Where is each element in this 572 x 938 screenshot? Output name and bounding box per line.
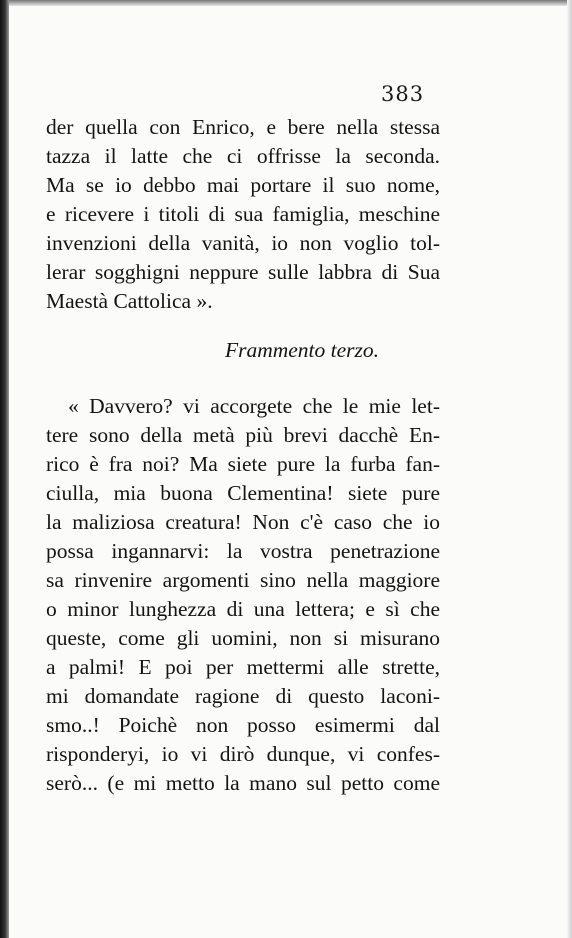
text-line: a palmi! E poi per mettermi alle strette,	[46, 655, 440, 679]
text-line: possa ingannarvi: la vostra penetrazione	[46, 539, 440, 563]
text-line: la maliziosa creatura! Non c'è caso che io	[46, 510, 440, 534]
text-line: o minor lunghezza di una lettera; e sì che	[46, 597, 440, 621]
text-line: risponderyi, io vi dirò dunque, vi confes-	[46, 742, 440, 766]
text-line: Ma se io debbo mai portare il suo nome,	[46, 173, 440, 197]
text-line: ciulla, mia buona Clementina! siete pure	[46, 481, 440, 505]
text-line: serò... (e mi metto la mano sul petto come	[46, 771, 440, 795]
text-line: « Davvero? vi accorgete che le mie let-	[68, 394, 440, 418]
text-line: invenzioni della vanità, io non voglio tol-	[46, 231, 440, 255]
text-line: sa rinvenire argomenti sino nella maggiore	[46, 568, 440, 592]
text-line: mi domandate ragione di questo laconi-	[46, 684, 440, 708]
text-line: queste, come gli uomini, non si misurano	[46, 626, 440, 650]
text-line: lerar sogghigni neppure sulle labbra di Sua	[46, 260, 440, 284]
section-heading: Frammento terzo.	[224, 338, 380, 362]
page-top-edge	[0, 0, 572, 6]
page-number: 383	[381, 82, 425, 106]
page-binding-edge	[0, 0, 9, 938]
text-line: e ricevere i titoli di sua famiglia, meschine	[46, 202, 440, 226]
page-right-edge	[567, 0, 572, 938]
text-line: der quella con Enrico, e bere nella stessa	[46, 115, 440, 139]
text-line: smo..! Poichè non posso esimermi dal	[46, 713, 440, 737]
text-line: tere sono della metà più brevi dacchè En-	[46, 423, 440, 447]
text-line: rico è fra noi? Ma siete pure la furba fan-	[46, 452, 440, 476]
text-line: tazza il latte che ci offrisse la seconda.	[46, 144, 440, 168]
text-line: Maestà Cattolica ».	[46, 289, 213, 313]
